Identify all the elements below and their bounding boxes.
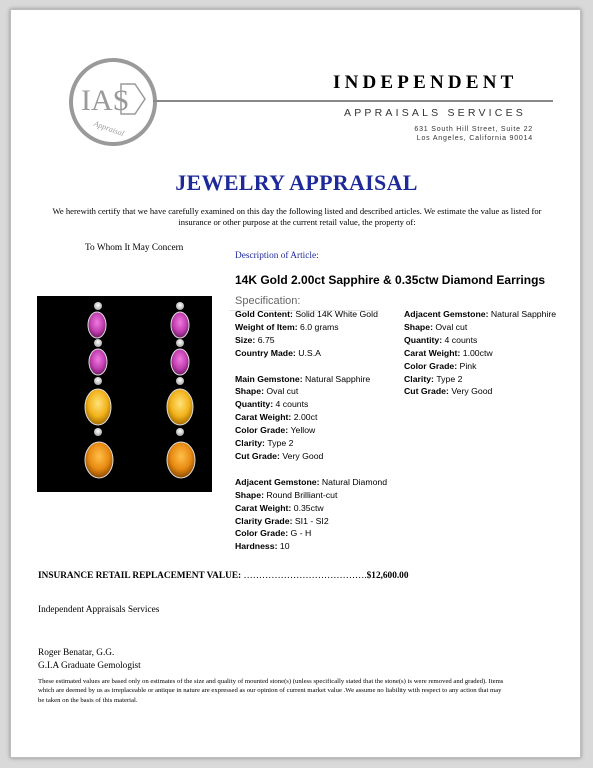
specification-label: Specification: xyxy=(235,295,301,307)
spec-separator: : xyxy=(274,541,280,552)
spec-label: Cut Grade xyxy=(235,450,277,461)
spec-label: Clarity Grade xyxy=(235,515,290,526)
spec-row xyxy=(235,476,387,489)
earrings-illustration xyxy=(37,296,212,492)
spec-row xyxy=(404,373,556,386)
spec-value: 1.00ctw xyxy=(462,347,493,358)
spec-label: Color Grade xyxy=(404,360,455,371)
spec-separator: : xyxy=(261,386,267,397)
spec-label: Weight of Item xyxy=(235,321,295,332)
spec-value: G - H xyxy=(290,528,312,539)
spec-row xyxy=(235,463,387,476)
appraisal-document xyxy=(10,9,581,758)
spec-row xyxy=(235,450,387,463)
address-line-2: Los Angeles, California 90014 xyxy=(416,135,533,142)
spec-value: Natural Sapphire xyxy=(305,373,371,384)
spec-label: Size xyxy=(235,334,253,345)
spec-separator: : xyxy=(252,334,258,345)
spec-row xyxy=(235,360,387,373)
spec-value: Very Good xyxy=(451,386,493,397)
ias-logo xyxy=(69,58,157,146)
spec-value: Oval cut xyxy=(266,386,299,397)
spec-separator: : xyxy=(289,515,295,526)
spec-separator: : xyxy=(439,334,445,345)
spec-label: Carat Weight xyxy=(235,412,289,423)
spec-row xyxy=(235,321,387,334)
spec-value: 6.75 xyxy=(257,334,275,345)
spec-value: 10 xyxy=(279,541,290,552)
spec-row xyxy=(235,540,387,553)
spec-label: Shape xyxy=(404,321,431,332)
spec-value: SI1 - SI2 xyxy=(294,515,329,526)
ias-logo-graphic xyxy=(73,62,153,142)
spec-separator: : xyxy=(430,321,436,332)
logo-text: IAS xyxy=(81,84,130,117)
spec-row xyxy=(235,515,387,528)
spec-separator: : xyxy=(270,399,276,410)
spec-label: Quantity xyxy=(404,334,440,345)
spec-label: Adjacent Gemstone xyxy=(235,476,317,487)
document-title: JEWELRY APPRAISAL xyxy=(175,170,418,195)
right-earring xyxy=(167,302,195,478)
spec-label: Quantity xyxy=(235,399,271,410)
header-divider xyxy=(153,100,553,102)
spec-separator: : xyxy=(292,347,299,358)
spec-separator: : xyxy=(294,321,300,332)
spec-row xyxy=(235,347,387,360)
spec-row xyxy=(235,527,387,540)
spec-label: Clarity xyxy=(404,373,432,384)
insurance-value-line xyxy=(38,571,408,581)
spec-label: Color Grade xyxy=(235,528,286,539)
spec-value: Very Good xyxy=(282,450,324,461)
spec-label: Clarity xyxy=(235,438,263,449)
spec-separator: : xyxy=(316,476,322,487)
spec-separator: : xyxy=(262,438,268,449)
spec-separator: : xyxy=(290,309,296,319)
spec-separator: : xyxy=(261,489,267,500)
spec-row xyxy=(404,360,556,373)
spec-row xyxy=(235,308,387,321)
spec-separator: : xyxy=(288,412,294,423)
earrings-photo xyxy=(37,296,212,492)
spec-value: Solid 14K White Gold xyxy=(295,309,378,319)
spec-separator: : xyxy=(454,360,460,371)
description-label: Description of Article: xyxy=(235,251,319,261)
insurance-value-amount: $12,600.00 xyxy=(366,571,409,581)
spec-value: 0.35ctw xyxy=(293,502,324,513)
spec-label: Adjacent Gemstone xyxy=(404,309,486,319)
spec-label: Carat Weight xyxy=(404,347,458,358)
spec-row xyxy=(235,398,387,411)
spec-separator: : xyxy=(446,386,452,397)
spec-value: Pink xyxy=(459,360,477,371)
spec-separator: : xyxy=(277,450,283,461)
spec-row xyxy=(235,385,387,398)
disclaimer: These estimated values are based only on estimates of the size and quality of mounted stone(s) (unless specifically stated that the stone(s) is were removed and graded). Items which are deemed by us as irreplaceable or antique in nature are expressed as our opinion of current market value .We assume no liability with respect to any action that may be taken on the basis of this material. xyxy=(38,678,504,704)
spec-row xyxy=(235,437,387,450)
spec-label: Gold Content xyxy=(235,309,291,319)
article-title: 14K Gold 2.00ct Sapphire & 0.35ctw Diamond Earrings xyxy=(235,273,546,287)
spec-row xyxy=(235,373,387,386)
left-earring xyxy=(85,302,113,478)
insurance-value-dots: …………………………………. xyxy=(243,571,367,581)
signer-title: G.I.A Graduate Gemologist xyxy=(38,661,141,671)
spec-label: Shape xyxy=(235,386,262,397)
spec-label: Color Grade xyxy=(235,425,286,436)
signer-name: Roger Benatar, G.G. xyxy=(38,648,115,658)
spec-value: 6.0 grams xyxy=(300,321,339,332)
spec-value: Type 2 xyxy=(267,438,294,449)
recipient: To Whom It May Concern xyxy=(85,243,184,253)
spec-row xyxy=(235,502,387,515)
address-line-1: 631 South Hill Street, Suite 22 xyxy=(414,126,533,133)
spec-label: Hardness xyxy=(235,541,275,552)
spec-value: Round Brilliant-cut xyxy=(266,489,338,500)
signature-company: Independent Appraisals Services xyxy=(38,605,160,615)
spec-label: Country Made xyxy=(235,347,293,358)
insurance-value-label: INSURANCE RETAIL REPLACEMENT VALUE: xyxy=(38,571,242,581)
spec-value: 4 counts xyxy=(444,334,478,345)
spec-row xyxy=(235,411,387,424)
spec-value: Type 2 xyxy=(436,373,463,384)
spec-value: Oval cut xyxy=(435,321,468,332)
spec-label: Carat Weight xyxy=(235,502,289,513)
spec-value: U.S.A xyxy=(298,347,321,358)
spec-row xyxy=(235,424,387,437)
spec-row xyxy=(235,334,387,347)
spec-label: Shape xyxy=(235,489,262,500)
company-name: INDEPENDENT xyxy=(333,72,518,93)
spec-row xyxy=(235,489,387,502)
certification-statement: We herewith certify that we have carefully examined on this day the following listed and described articles. We estimate the value as listed for insurance or other purpose at the current retail value, the property of: xyxy=(52,206,542,227)
spec-row xyxy=(404,334,556,347)
spec-label: Main Gemstone xyxy=(235,373,300,384)
spec-separator: : xyxy=(457,347,463,358)
spec-row xyxy=(404,308,556,321)
logo-subtext: Appraisal xyxy=(92,118,126,139)
company-subtitle: APPRAISALS SERVICES xyxy=(344,107,526,119)
spec-separator: : xyxy=(431,373,437,384)
spec-label: Cut Grade xyxy=(404,386,446,397)
spec-row xyxy=(404,321,556,334)
spec-value: Natural Sapphire xyxy=(490,309,557,319)
spec-separator: : xyxy=(285,528,291,539)
spec-separator: : xyxy=(288,502,294,513)
spec-separator: : xyxy=(285,425,291,436)
specs-right-column xyxy=(404,308,556,398)
spec-value: 2.00ct xyxy=(293,412,318,423)
spec-separator: : xyxy=(485,309,491,319)
specs-left-column xyxy=(235,308,387,553)
spec-separator: : xyxy=(299,373,305,384)
spec-row xyxy=(404,347,556,360)
spec-value: Natural Diamond xyxy=(321,476,388,487)
spec-row xyxy=(404,385,556,398)
spec-value: 4 counts xyxy=(275,399,309,410)
spec-value: Yellow xyxy=(290,425,316,436)
